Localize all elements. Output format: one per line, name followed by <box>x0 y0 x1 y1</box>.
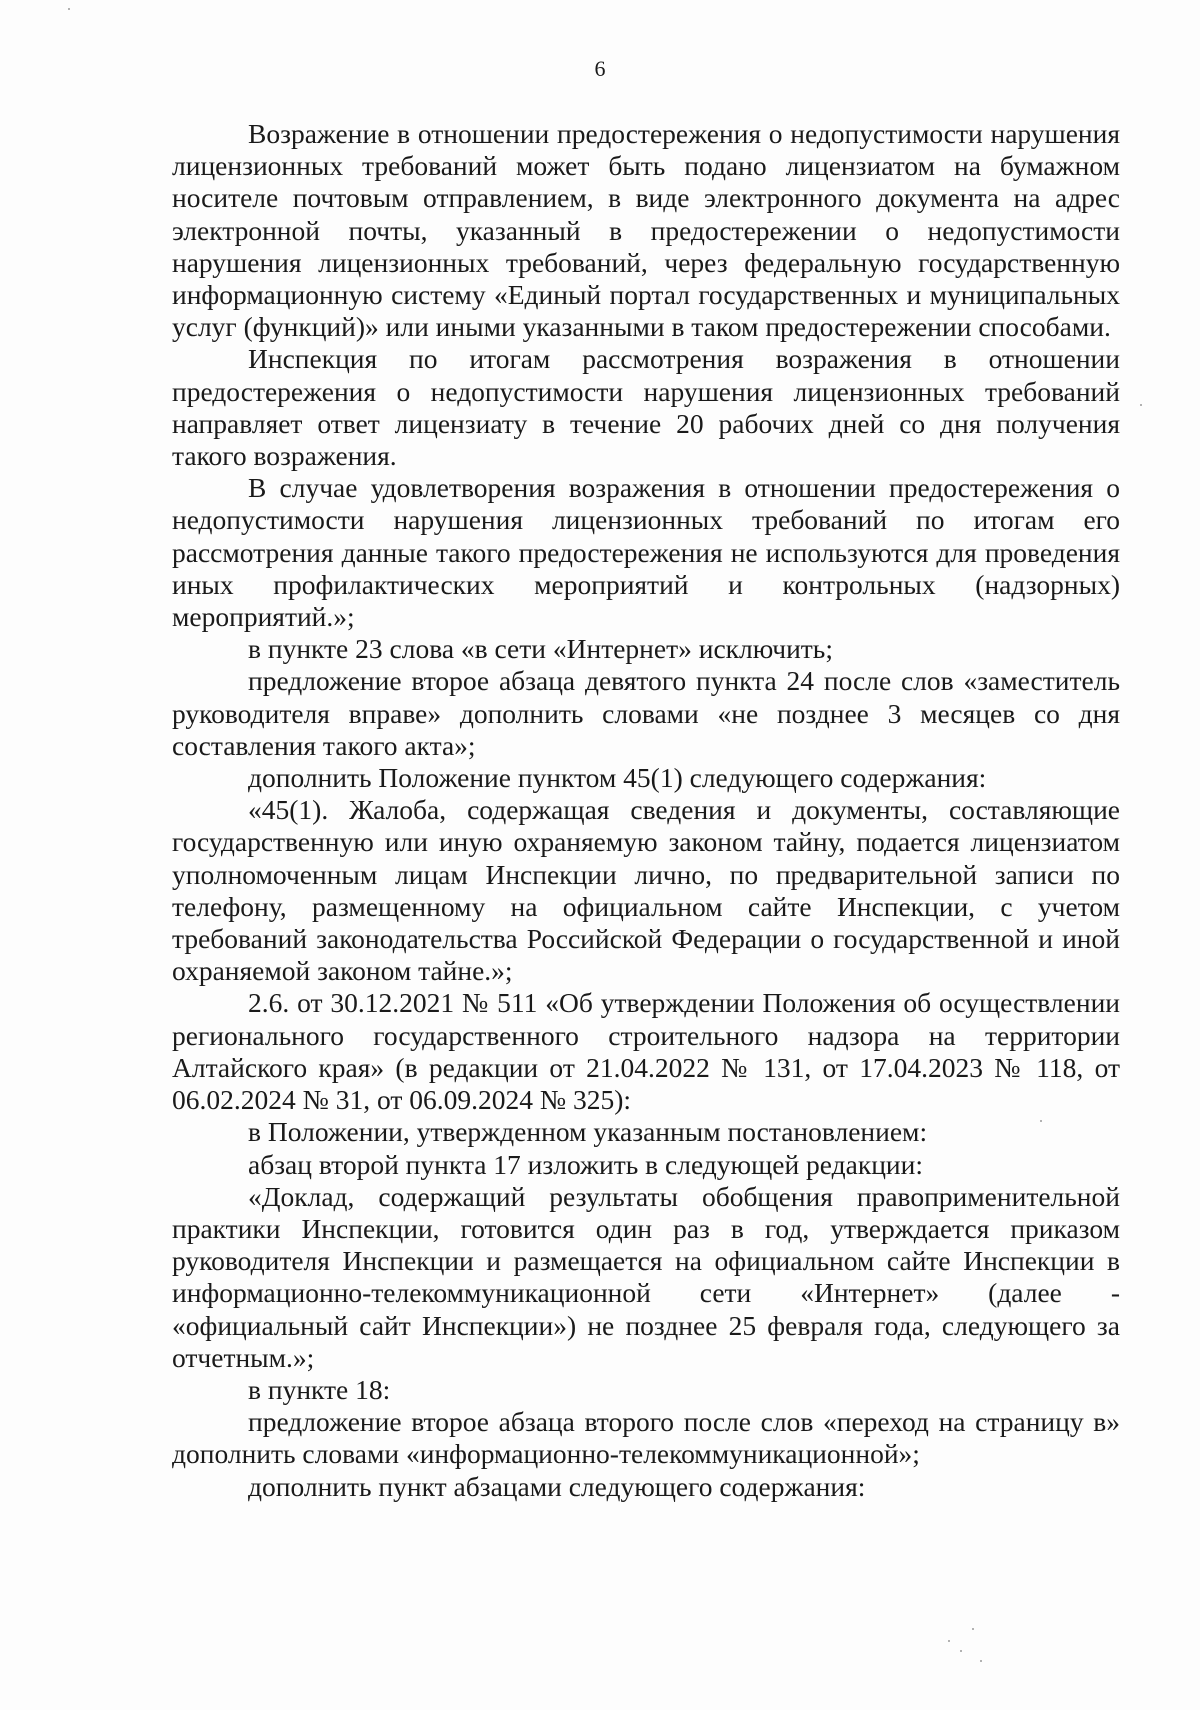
paragraph-item-17-text: «Доклад, содержащий результаты обобщения правоприменительной практики Инспекции, готовится один раз в год, утверждается приказом руководителя Инспекции и размещается на официальном сайте Инспекции в информационно-телекоммуникационной сети «Интернет» (далее - «официальный сайт Инспекции») не позднее 25 февраля года, следующего за отчетным.»; <box>172 1180 1120 1373</box>
document-body <box>172 118 1120 1503</box>
scan-speck <box>68 8 70 10</box>
paragraph-add-paragraphs: дополнить пункт абзацами следующего содержания: <box>248 1470 866 1502</box>
scan-speck <box>960 1650 962 1652</box>
paragraph-inspection-response: Инспекция по итогам рассмотрения возражения в отношении предостережения о недопустимости нарушения лицензионных требований направляет ответ лицензиату в течение 20 рабочих дней со дня получения такого возражения. <box>172 343 1120 472</box>
paragraph-item-23: в пункте 23 слова «в сети «Интернет» исключить; <box>248 633 833 665</box>
paragraph-item-18: в пункте 18: <box>248 1373 391 1405</box>
paragraph-item-18-sentence: предложение второе абзаца второго после слов «переход на страницу в» дополнить словами «информационно-телекоммуникационной»; <box>172 1406 1120 1470</box>
paragraph-item-45-1-text: «45(1). Жалоба, содержащая сведения и документы, составляющие государственную или иную охраняемую законом тайну, подается лицензиатом уполномоченным лицам Инспекции лично, по предварительной записи по телефону, размещенному на официальном сайте Инспекции, с учетом требований законодательства Российской Федерации о государственной и иной охраняемой законом тайне.»; <box>172 794 1120 987</box>
paragraph-item-17-intro: абзац второй пункта 17 изложить в следующей редакции: <box>248 1148 923 1180</box>
paragraph-section-2-6: 2.6. от 30.12.2021 № 511 «Об утверждении Положения об осуществлении регионального государственного строительного надзора на территории Алтайского края» (в редакции от 21.04.2022 № 131, от 17.04.2023 № 118, от 06.02.2024 № 31, от 06.09.2024 № 325): <box>172 987 1120 1116</box>
paragraph-regulation-intro: в Положении, утвержденном указанным постановлением: <box>248 1116 928 1148</box>
scan-speck <box>980 1660 982 1662</box>
page-number: 6 <box>594 56 606 81</box>
paragraph-add-item-45-1: дополнить Положение пунктом 45(1) следующего содержания: <box>248 762 987 794</box>
scan-speck <box>1140 404 1142 406</box>
scan-speck <box>1040 1120 1042 1122</box>
scan-speck <box>972 1628 974 1630</box>
paragraph-objection-submission: Возражение в отношении предостережения о недопустимости нарушения лицензионных требований может быть подано лицензиатом на бумажном носителе почтовым отправлением, в виде электронного документа на адрес электронной почты, указанный в предостережении о недопустимости нарушения лицензионных требований, через федеральную государственную информационную систему «Единый портал государственных и муниципальных услуг (функций)» или иными указанными в таком предостережении способами. <box>172 118 1120 343</box>
paragraph-objection-satisfied: В случае удовлетворения возражения в отношении предостережения о недопустимости нарушения лицензионных требований по итогам его рассмотрения данные такого предостережения не используются для проведения иных профилактических мероприятий и контрольных (надзорных) мероприятий.»; <box>172 472 1120 633</box>
scan-speck <box>948 1640 950 1642</box>
paragraph-item-24: предложение второе абзаца девятого пункта 24 после слов «заместитель руководителя вправе» дополнить словами «не позднее 3 месяцев со дня составления такого акта»; <box>172 665 1120 761</box>
